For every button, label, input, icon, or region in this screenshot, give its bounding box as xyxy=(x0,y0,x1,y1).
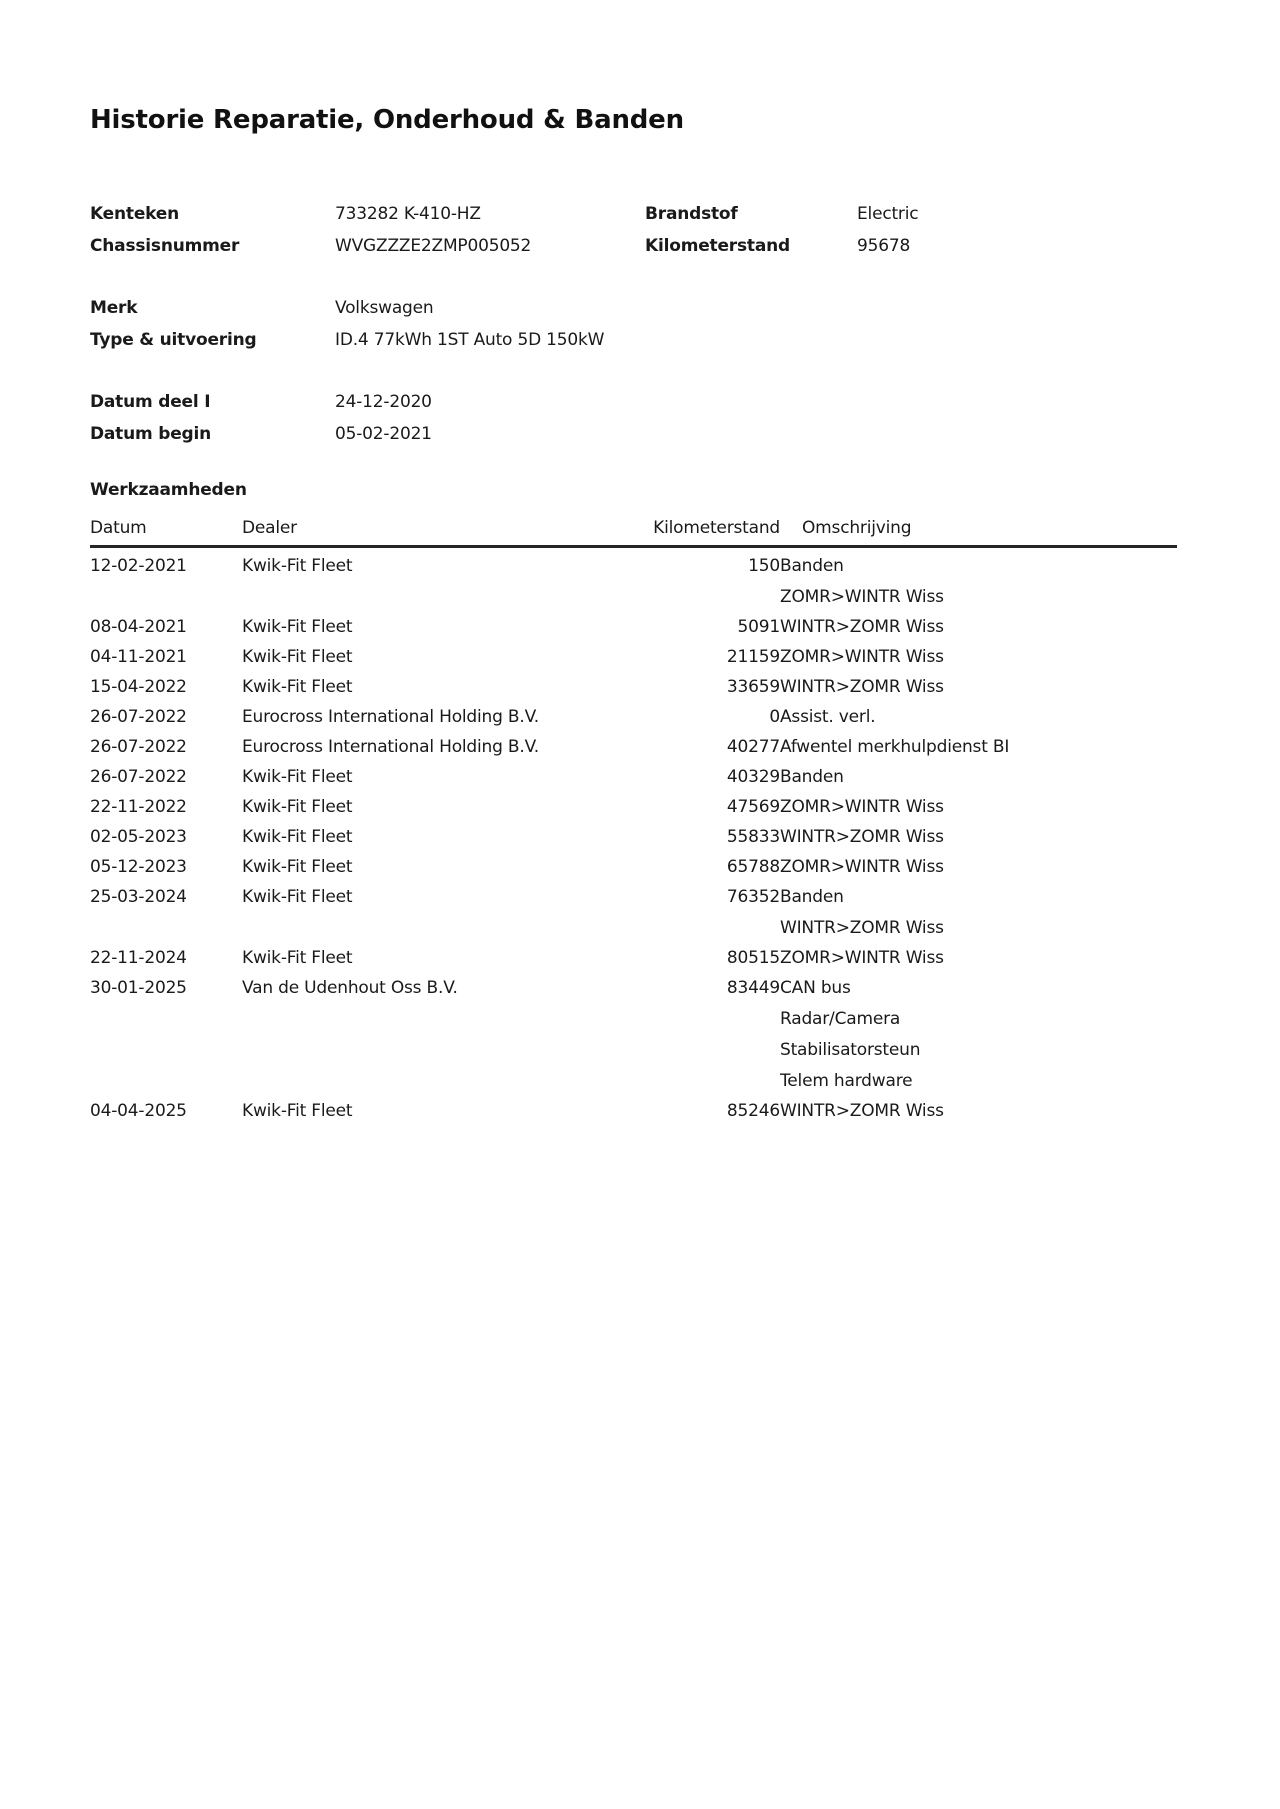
field-label-kenteken: Kenteken xyxy=(90,204,180,224)
omschrijving-line: Radar/Camera xyxy=(780,1009,901,1029)
row-dealer: Kwik-Fit Fleet xyxy=(242,556,353,576)
row-kilometerstand: 55833 xyxy=(726,827,780,847)
omschrijving-line: CAN bus xyxy=(780,978,851,998)
omschrijving-line: WINTR>ZOMR Wiss xyxy=(780,617,944,637)
column-header-kilometerstand: Kilometerstand xyxy=(552,517,780,547)
info-block-vehicle xyxy=(90,292,1220,356)
row-dealer: Kwik-Fit Fleet xyxy=(242,857,353,877)
table-row xyxy=(90,792,1177,822)
werkzaamheden-table xyxy=(90,517,1177,1126)
row-omschrijving xyxy=(780,822,1177,852)
row-omschrijving xyxy=(780,762,1177,792)
row-omschrijving xyxy=(780,852,1177,882)
omschrijving-line: WINTR>ZOMR Wiss xyxy=(780,918,944,938)
row-kilometerstand: 76352 xyxy=(726,887,780,907)
omschrijving-line: Stabilisatorsteun xyxy=(780,1040,921,1060)
row-datum: 30-01-2025 xyxy=(90,978,187,998)
field-label-merk: Merk xyxy=(90,298,138,318)
row-kilometerstand: 21159 xyxy=(726,647,780,667)
info-row xyxy=(90,292,1220,324)
omschrijving-line: Assist. verl. xyxy=(780,707,876,727)
field-value-kilometerstand: 95678 xyxy=(857,236,911,256)
row-omschrijving xyxy=(780,943,1177,973)
row-kilometerstand: 47569 xyxy=(726,797,780,817)
table-row xyxy=(90,732,1177,762)
table-row xyxy=(90,762,1177,792)
vehicle-info-section xyxy=(90,198,1220,450)
row-datum: 22-11-2022 xyxy=(90,797,187,817)
row-dealer: Kwik-Fit Fleet xyxy=(242,647,353,667)
field-value-brandstof: Electric xyxy=(857,204,919,224)
omschrijving-line: Banden xyxy=(780,556,844,576)
row-datum: 22-11-2024 xyxy=(90,948,187,968)
column-header-omschrijving: Omschrijving xyxy=(780,517,1177,547)
page-title: Historie Reparatie, Onderhoud & Banden xyxy=(90,105,684,135)
omschrijving-line: Banden xyxy=(780,887,844,907)
field-value-merk: Volkswagen xyxy=(335,298,434,318)
row-omschrijving xyxy=(780,702,1177,732)
omschrijving-line: Banden xyxy=(780,767,844,787)
row-dealer: Kwik-Fit Fleet xyxy=(242,797,353,817)
table-header-row xyxy=(90,517,1177,547)
row-kilometerstand: 65788 xyxy=(726,857,780,877)
omschrijving-line: Afwentel merkhulpdienst BI xyxy=(780,737,1010,757)
field-value-chassisnummer: WVGZZZE2ZMP005052 xyxy=(335,236,532,256)
row-omschrijving xyxy=(780,642,1177,672)
omschrijving-line: WINTR>ZOMR Wiss xyxy=(780,1101,944,1121)
field-value-kenteken: 733282 K-410-HZ xyxy=(335,204,481,224)
info-row xyxy=(90,324,1220,356)
row-datum: 04-11-2021 xyxy=(90,647,187,667)
row-dealer: Eurocross International Holding B.V. xyxy=(242,737,540,757)
table-row xyxy=(90,943,1177,973)
row-datum: 12-02-2021 xyxy=(90,556,187,576)
table-row xyxy=(90,547,1177,613)
info-block-registration xyxy=(90,198,1220,262)
field-label-datum-deel-i: Datum deel I xyxy=(90,392,211,412)
row-datum: 25-03-2024 xyxy=(90,887,187,907)
row-kilometerstand: 150 xyxy=(748,556,780,576)
row-kilometerstand: 33659 xyxy=(726,677,780,697)
omschrijving-line: WINTR>ZOMR Wiss xyxy=(780,677,944,697)
row-omschrijving xyxy=(780,547,1177,613)
row-dealer: Kwik-Fit Fleet xyxy=(242,827,353,847)
omschrijving-line: Telem hardware xyxy=(780,1071,913,1091)
row-kilometerstand: 83449 xyxy=(726,978,780,998)
field-label-datum-begin: Datum begin xyxy=(90,424,212,444)
row-dealer: Eurocross International Holding B.V. xyxy=(242,707,540,727)
row-kilometerstand: 0 xyxy=(769,707,780,727)
omschrijving-line: ZOMR>WINTR Wiss xyxy=(780,797,944,817)
row-omschrijving xyxy=(780,1096,1177,1126)
row-dealer: Kwik-Fit Fleet xyxy=(242,617,353,637)
table-row xyxy=(90,672,1177,702)
field-value-type-uitvoering: ID.4 77kWh 1ST Auto 5D 150kW xyxy=(335,330,605,350)
row-datum: 08-04-2021 xyxy=(90,617,187,637)
table-row xyxy=(90,1096,1177,1126)
table-row xyxy=(90,852,1177,882)
field-label-chassisnummer: Chassisnummer xyxy=(90,236,240,256)
omschrijving-line: ZOMR>WINTR Wiss xyxy=(780,587,944,607)
row-kilometerstand: 85246 xyxy=(726,1101,780,1121)
omschrijving-line: ZOMR>WINTR Wiss xyxy=(780,948,944,968)
omschrijving-line: ZOMR>WINTR Wiss xyxy=(780,857,944,877)
row-datum: 04-04-2025 xyxy=(90,1101,187,1121)
field-label-brandstof: Brandstof xyxy=(645,204,738,224)
table-row xyxy=(90,973,1177,1096)
row-datum: 26-07-2022 xyxy=(90,767,187,787)
column-header-dealer: Dealer xyxy=(242,517,552,547)
row-omschrijving xyxy=(780,612,1177,642)
row-datum: 26-07-2022 xyxy=(90,707,187,727)
field-label-kilometerstand: Kilometerstand xyxy=(645,236,790,256)
werkzaamheden-body xyxy=(90,547,1177,1127)
info-row xyxy=(90,418,1220,450)
field-label-type-uitvoering: Type & uitvoering xyxy=(90,330,257,350)
row-omschrijving xyxy=(780,973,1177,1096)
row-kilometerstand: 40329 xyxy=(726,767,780,787)
row-omschrijving xyxy=(780,792,1177,822)
table-row xyxy=(90,822,1177,852)
row-dealer: Kwik-Fit Fleet xyxy=(242,887,353,907)
row-kilometerstand: 80515 xyxy=(726,948,780,968)
table-row xyxy=(90,702,1177,732)
column-header-datum: Datum xyxy=(90,517,242,547)
row-dealer: Kwik-Fit Fleet xyxy=(242,948,353,968)
row-omschrijving xyxy=(780,882,1177,943)
row-kilometerstand: 5091 xyxy=(737,617,780,637)
omschrijving-line: WINTR>ZOMR Wiss xyxy=(780,827,944,847)
row-omschrijving xyxy=(780,672,1177,702)
info-row xyxy=(90,386,1220,418)
row-dealer: Kwik-Fit Fleet xyxy=(242,1101,353,1121)
section-title-werkzaamheden: Werkzaamheden xyxy=(90,480,247,500)
table-row xyxy=(90,882,1177,943)
row-dealer: Van de Udenhout Oss B.V. xyxy=(242,978,458,998)
info-row xyxy=(90,198,1220,230)
row-dealer: Kwik-Fit Fleet xyxy=(242,677,353,697)
row-kilometerstand: 40277 xyxy=(726,737,780,757)
row-dealer: Kwik-Fit Fleet xyxy=(242,767,353,787)
info-block-dates xyxy=(90,386,1220,450)
field-value-datum-begin: 05-02-2021 xyxy=(335,424,432,444)
row-datum: 26-07-2022 xyxy=(90,737,187,757)
info-row xyxy=(90,230,1220,262)
row-datum: 05-12-2023 xyxy=(90,857,187,877)
table-row xyxy=(90,612,1177,642)
table-row xyxy=(90,642,1177,672)
row-omschrijving xyxy=(780,732,1177,762)
row-datum: 15-04-2022 xyxy=(90,677,187,697)
row-datum: 02-05-2023 xyxy=(90,827,187,847)
omschrijving-line: ZOMR>WINTR Wiss xyxy=(780,647,944,667)
field-value-datum-deel-i: 24-12-2020 xyxy=(335,392,432,412)
